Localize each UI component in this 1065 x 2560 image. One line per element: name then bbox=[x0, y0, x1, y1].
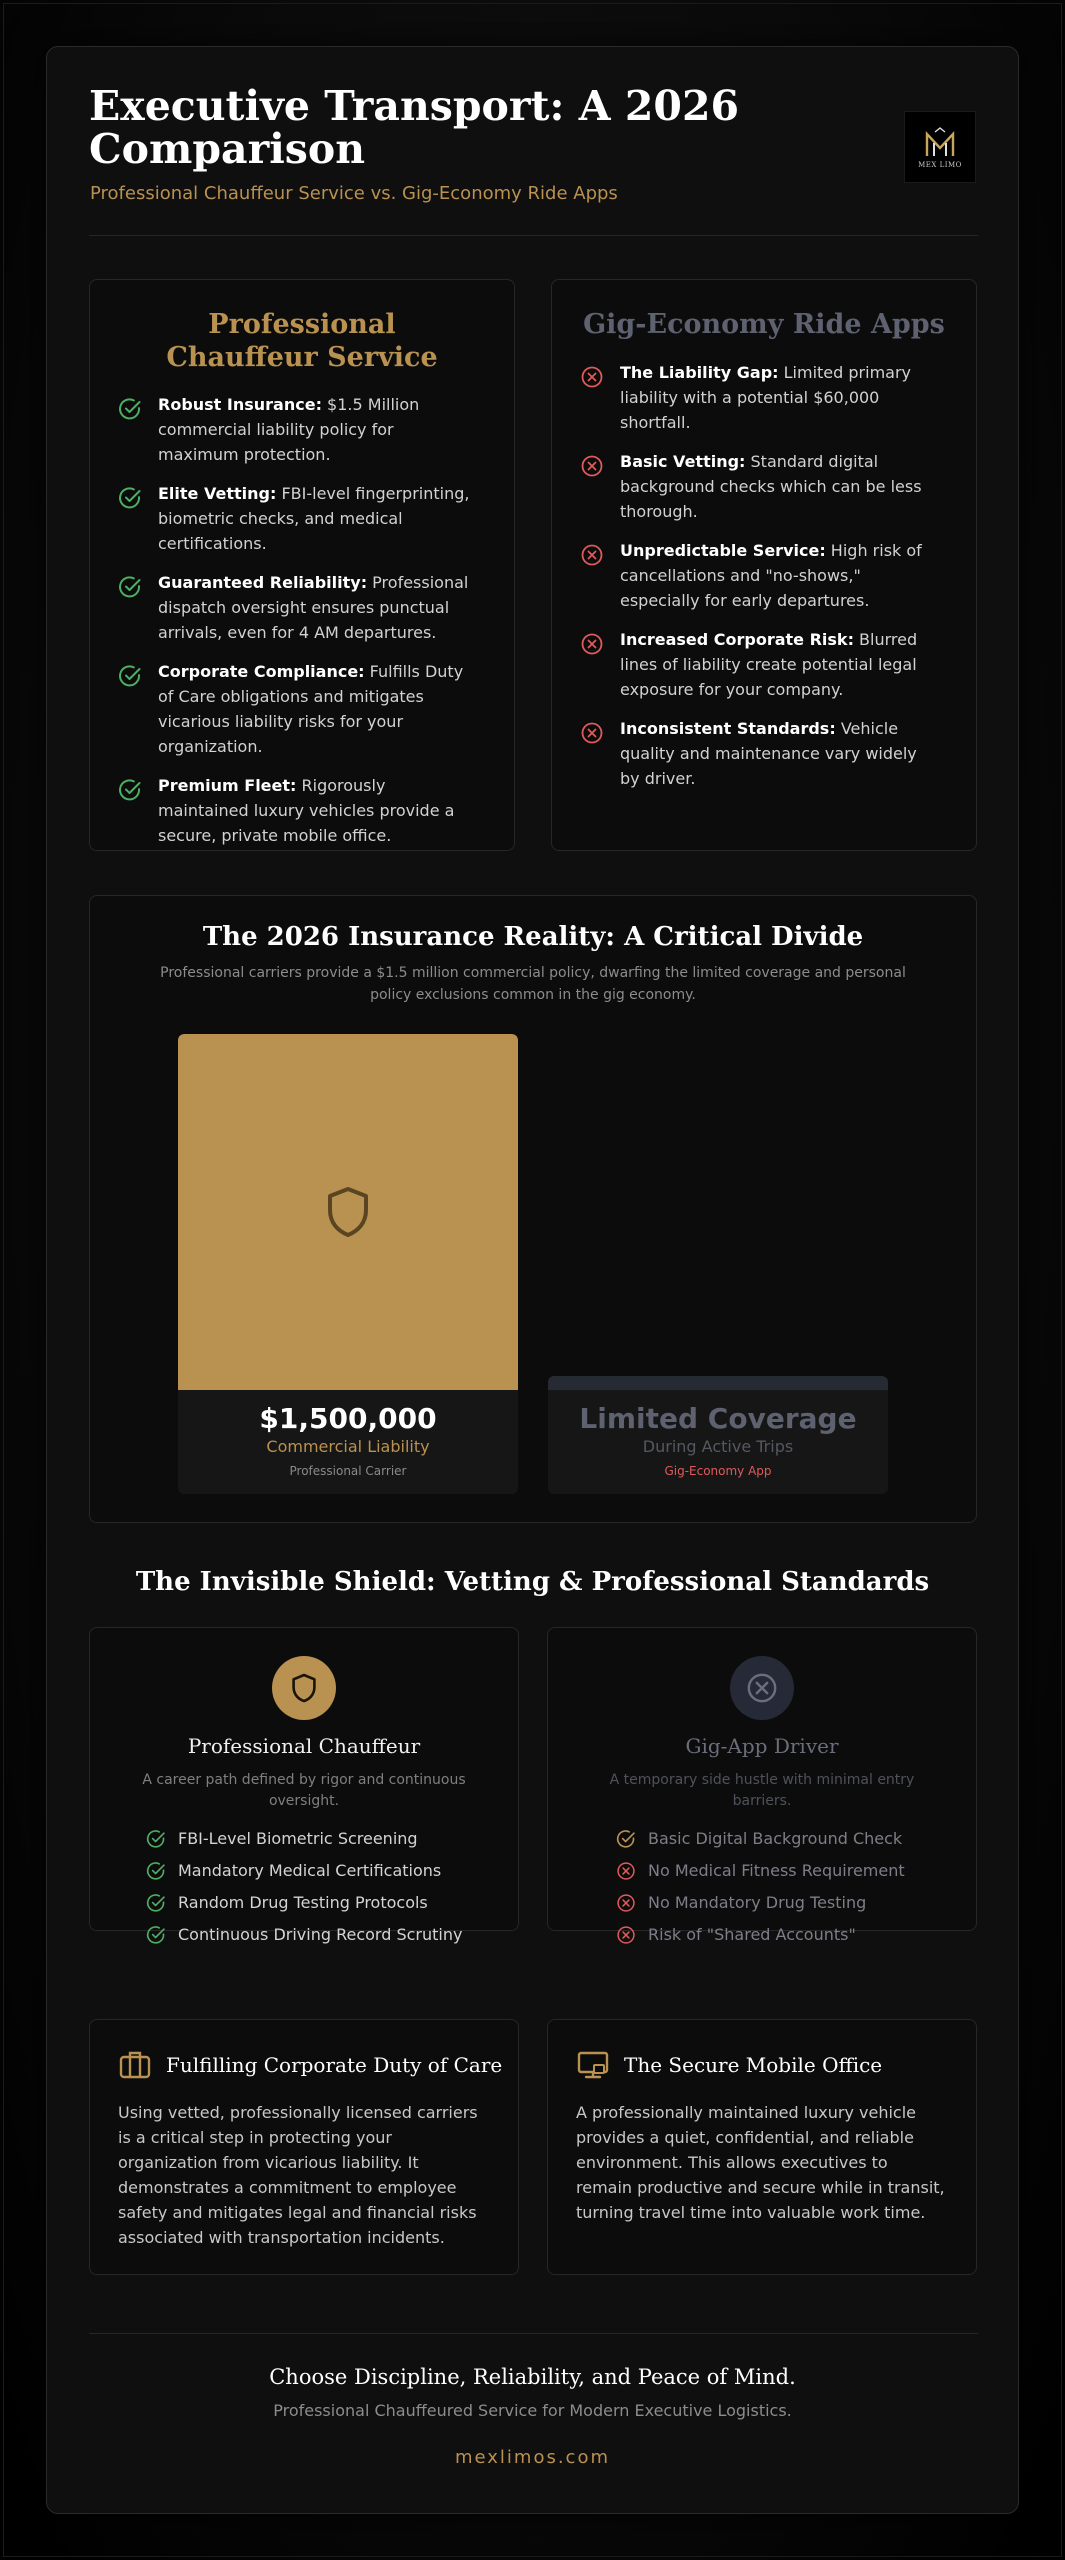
pro-coverage-bar bbox=[178, 1034, 518, 1390]
pro-coverage-label: Commercial Liability bbox=[266, 1437, 430, 1456]
feature-heading: Inconsistent Standards: bbox=[620, 719, 836, 738]
feature-text: FBI-level fingerprinting, biometric checks, and medical certifications. bbox=[158, 484, 470, 553]
vetting-item bbox=[616, 1855, 905, 1887]
gig-coverage-label: During Active Trips bbox=[642, 1437, 794, 1456]
insurance-panel bbox=[89, 895, 977, 1523]
website-link[interactable]: mexlimos.com bbox=[454, 2447, 611, 2468]
partial-check-icon bbox=[616, 1829, 636, 1849]
pro-vetting-card bbox=[89, 1627, 519, 1944]
gig-coverage-column bbox=[548, 1034, 888, 1494]
briefcase-icon bbox=[118, 2048, 152, 2082]
vetting-item bbox=[146, 1887, 462, 1919]
logo-text: MEX LIMO bbox=[918, 160, 962, 169]
check-circle-icon bbox=[118, 486, 142, 510]
shield-icon bbox=[326, 1186, 370, 1238]
feature-text: Rigorously maintained luxury vehicles provide a secure, private mobile office. bbox=[158, 776, 455, 845]
feature-text: $1.5 Million commercial liability policy for maximum protection. bbox=[158, 395, 420, 464]
x-circle-icon bbox=[746, 1672, 778, 1704]
footer-subtitle: Professional Chauffeured Service for Modern Executive Logistics. bbox=[273, 2401, 792, 2420]
feature-text: Standard digital background checks which can be less thorough. bbox=[620, 452, 922, 521]
check-circle-icon bbox=[118, 664, 142, 688]
feature-text: Blurred lines of liability create potential legal exposure for your company. bbox=[620, 630, 918, 699]
shield-icon bbox=[291, 1673, 317, 1703]
pro-coverage-column bbox=[178, 1034, 518, 1494]
pro-panel-title: Professional Chauffeur Service bbox=[166, 309, 438, 373]
feature-text: Professional dispatch oversight ensures punctual arrivals, even for 4 AM departures. bbox=[158, 573, 469, 642]
x-circle-icon bbox=[580, 543, 604, 567]
vetting-item-label: FBI-Level Biometric Screening bbox=[178, 1829, 418, 1848]
gig-service-panel bbox=[551, 279, 977, 851]
feature-heading: The Liability Gap: bbox=[620, 363, 779, 382]
check-circle-icon bbox=[118, 778, 142, 802]
feature-heading: Robust Insurance: bbox=[158, 395, 322, 414]
pro-coverage-label-block bbox=[178, 1390, 518, 1494]
vetting-item-label: Basic Digital Background Check bbox=[648, 1829, 903, 1848]
header-divider bbox=[89, 235, 978, 236]
check-circle-icon bbox=[146, 1925, 166, 1945]
laptop-icon bbox=[576, 2048, 610, 2082]
x-circle-icon bbox=[616, 1925, 636, 1945]
feature-text: High risk of cancellations and "no-shows," especially for early departures. bbox=[620, 541, 922, 610]
chauffeur-avatar bbox=[272, 1656, 336, 1720]
vetting-item bbox=[616, 1887, 905, 1919]
vetting-item-label: No Mandatory Drug Testing bbox=[648, 1893, 867, 1912]
x-circle-icon bbox=[580, 632, 604, 656]
vetting-item-label: No Medical Fitness Requirement bbox=[648, 1861, 905, 1880]
vetting-item-label: Continuous Driving Record Scrutiny bbox=[178, 1925, 463, 1944]
feature-heading: Corporate Compliance: bbox=[158, 662, 365, 681]
feature-text: Fulfills Duty of Care obligations and mitigates vicarious liability risks for your organization. bbox=[158, 662, 464, 756]
pro-feature-list bbox=[118, 392, 478, 862]
insurance-title: The 2026 Insurance Reality: A Critical Divide bbox=[202, 922, 864, 952]
feature-item bbox=[118, 481, 478, 556]
gig-vetting-name: Gig-App Driver bbox=[685, 1734, 839, 1758]
vetting-title: The Invisible Shield: Vetting & Professional Standards bbox=[135, 1567, 930, 1597]
page-subtitle: Professional Chauffeur Service vs. Gig-Economy Ride Apps bbox=[90, 183, 618, 204]
feature-heading: Basic Vetting: bbox=[620, 452, 746, 471]
pro-vetting-list bbox=[146, 1823, 462, 1951]
feature-item bbox=[580, 360, 940, 435]
infographic-card bbox=[46, 46, 1019, 2514]
feature-item bbox=[580, 538, 940, 613]
footer-divider bbox=[89, 2333, 978, 2334]
vetting-item bbox=[146, 1855, 462, 1887]
feature-heading: Increased Corporate Risk: bbox=[620, 630, 854, 649]
vetting-item-label: Mandatory Medical Certifications bbox=[178, 1861, 442, 1880]
gig-vetting-list bbox=[616, 1823, 905, 1951]
vetting-item bbox=[616, 1823, 905, 1855]
vetting-item bbox=[146, 1823, 462, 1855]
brand-logo[interactable] bbox=[904, 111, 976, 183]
gig-coverage-bar bbox=[548, 1376, 888, 1390]
gig-driver-avatar bbox=[730, 1656, 794, 1720]
gig-feature-list bbox=[580, 360, 940, 805]
feature-text: Limited primary liability with a potential $60,000 shortfall. bbox=[620, 363, 911, 432]
pro-coverage-foot: Professional Carrier bbox=[289, 1464, 407, 1478]
gig-panel-title: Gig-Economy Ride Apps bbox=[583, 309, 945, 340]
feature-item bbox=[118, 773, 478, 848]
x-circle-icon bbox=[616, 1861, 636, 1881]
vetting-item-label: Risk of "Shared Accounts" bbox=[648, 1925, 856, 1944]
gig-vetting-card bbox=[547, 1627, 977, 1944]
x-circle-icon bbox=[580, 721, 604, 745]
pro-vetting-name: Professional Chauffeur bbox=[187, 1734, 421, 1758]
insurance-subtitle: Professional carriers provide a $1.5 million commercial policy, dwarfing the limited coverage and personal policy exclusions common in the gig economy. bbox=[160, 965, 906, 1003]
x-circle-icon bbox=[616, 1893, 636, 1913]
pro-service-panel bbox=[89, 279, 515, 851]
crown-m-icon bbox=[923, 126, 957, 160]
vetting-item bbox=[146, 1919, 462, 1951]
feature-heading: Premium Fleet: bbox=[158, 776, 297, 795]
gig-coverage-foot: Gig-Economy App bbox=[664, 1464, 772, 1478]
mobile-office-title: The Secure Mobile Office bbox=[624, 2053, 883, 2077]
check-circle-icon bbox=[146, 1861, 166, 1881]
page-title: Executive Transport: A 2026 Comparison bbox=[89, 82, 739, 173]
gig-coverage-value: Limited Coverage bbox=[579, 1402, 857, 1435]
feature-item bbox=[118, 570, 478, 645]
check-circle-icon bbox=[146, 1829, 166, 1849]
x-circle-icon bbox=[580, 454, 604, 478]
feature-item bbox=[580, 449, 940, 524]
gig-vetting-desc: A temporary side hustle with minimal entry barriers. bbox=[609, 1772, 915, 1809]
duty-of-care-title: Fulfilling Corporate Duty of Care bbox=[166, 2053, 503, 2077]
x-circle-icon bbox=[580, 365, 604, 389]
check-circle-icon bbox=[118, 575, 142, 599]
feature-item bbox=[580, 716, 940, 791]
vetting-item-label: Random Drug Testing Protocols bbox=[178, 1893, 428, 1912]
pro-coverage-value: $1,500,000 bbox=[259, 1402, 437, 1435]
mobile-office-card bbox=[547, 2019, 977, 2275]
feature-item bbox=[118, 392, 478, 467]
pro-vetting-desc: A career path defined by rigor and continuous oversight. bbox=[142, 1772, 466, 1809]
feature-heading: Unpredictable Service: bbox=[620, 541, 826, 560]
feature-heading: Guaranteed Reliability: bbox=[158, 573, 368, 592]
footer-title: Choose Discipline, Reliability, and Peace of Mind. bbox=[269, 2365, 796, 2389]
feature-text: Vehicle quality and maintenance vary widely by driver. bbox=[620, 719, 917, 788]
feature-heading: Elite Vetting: bbox=[158, 484, 277, 503]
check-circle-icon bbox=[146, 1893, 166, 1913]
feature-item bbox=[118, 659, 478, 759]
mobile-office-body: A professionally maintained luxury vehicle provides a quiet, confidential, and reliable environment. This allows executives to remain productive and secure while in transit, turning travel time into valuable work time. bbox=[576, 2103, 945, 2222]
vetting-item bbox=[616, 1919, 905, 1951]
feature-item bbox=[580, 627, 940, 702]
duty-of-care-body: Using vetted, professionally licensed carriers is a critical step in protecting your organization from vicarious liability. It demonstrates a commitment to employee safety and mitigates legal and financial risks associated with transportation incidents. bbox=[118, 2103, 478, 2247]
duty-of-care-card bbox=[89, 2019, 519, 2275]
gig-coverage-label-block bbox=[548, 1390, 888, 1494]
check-circle-icon bbox=[118, 397, 142, 421]
